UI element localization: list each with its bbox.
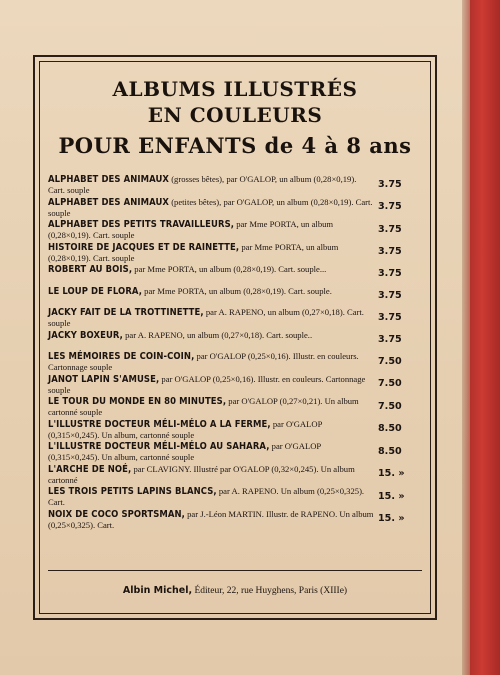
entry-details: par O'GALOP (0,27×0,21). Un album cartonné souple [48,396,359,417]
catalog-entry [48,219,418,240]
publisher-address: Éditeur, 22, rue Huyghens, Paris (XIIIe) [192,586,348,596]
entry-details: par O'GALOP (0,25×0,16). Illustr. en couleurs. Cartonnage souple [48,373,366,395]
entry-price: 7.50 [378,378,402,389]
entry-title: ALPHABET DES ANIMAUX [48,196,170,208]
entry-price: 3.75 [378,311,402,323]
entry-title: LES TROIS PETITS LAPINS BLANCS, [48,486,217,497]
catalog-entry [48,351,418,372]
entry-price: 7.50 [378,355,402,367]
entry-price: 15. » [378,468,405,479]
entry-details: par CLAVIGNY. Illustré par O'GALOP (0,32×0,245). Un album cartonné [48,463,355,485]
catalog-entry [48,419,418,440]
entry-details: par Mme PORTA, un album (0,28×0,19). Cart. souple. [142,285,332,296]
publisher-line [35,585,435,596]
catalog-entry [48,396,418,417]
entry-details: par Mme PORTA, un album (0,28×0,19). Cart. souple [48,219,334,240]
entry-title: ALPHABET DES PETITS TRAVAILLEURS, [48,219,235,230]
entry-price: 3.75 [378,178,402,190]
entry-title: L'ILLUSTRE DOCTEUR MÉLI-MÉLO AU SAHARA, [48,441,270,452]
entry-price: 3.75 [378,223,402,235]
entry-price: 3.75 [378,289,402,301]
catalog-frame [33,55,437,620]
footer-rule [48,570,422,571]
catalog-entry [48,464,418,485]
catalog-entry [48,197,418,218]
entry-price: 15. » [378,490,405,502]
entry-title: JANOT LAPIN S'AMUSE, [48,373,160,385]
entry-details: par A. RAPENO. Un album (0,25×0,325). Cart. [48,486,365,507]
entry-title: JACKY FAIT DE LA TROTTINETTE, [48,307,204,318]
entry-price: 3.75 [378,268,402,279]
entry-details: par A. RAPENO, un album (0,27×0,18). Cart. souple.. [122,329,313,340]
catalog-entry [48,441,418,462]
catalog-entry [48,509,418,530]
catalog-entry [48,174,418,195]
entry-title: L'ILLUSTRE DOCTEUR MÉLI-MÉLO A LA FERME, [48,418,271,430]
entry-details: par J.-Léon MARTIN. Illustr. de RAPENO. Un album (0,25×0,325). Cart. [48,508,374,530]
catalog-entry [48,307,418,328]
entry-title: LE LOUP DE FLORA, [48,285,143,297]
publisher-name: Albin Michel, [122,585,193,596]
heading-line-3: POUR ENFANTS de 4 à 8 ans [58,133,412,158]
entry-title: L'ARCHE DE NOÉ, [48,463,132,475]
entry-details: par Mme PORTA, un album (0,28×0,19). Cart. souple... [132,264,327,274]
entry-title: ROBERT AU BOIS, [48,264,133,275]
red-spine [470,0,500,675]
catalog-entry [48,286,418,306]
entry-price: 15. » [378,513,405,524]
entry-price: 7.50 [378,400,402,412]
spine-edge [462,0,470,675]
entry-details: par O'GALOP (0,315×0,245). Un album, cartonné souple [48,441,321,462]
entry-details: par O'GALOP (0,25×0,16). Illustr. en couleurs. Cartonnage souple [48,351,359,372]
catalog-list [48,174,418,531]
entry-details: (petites bêtes), par O'GALOP, un album (0,28×0,19). Cart. souple [48,196,373,218]
entry-title: LES MÉMOIRES DE COIN-COIN, [48,351,195,362]
entry-price: 3.75 [378,201,402,212]
catalog-entry [48,374,418,395]
catalog-entry [48,486,418,507]
entry-details: par O'GALOP (0,315×0,245). Un album, cartonné souple [48,418,323,440]
entry-details: par A. RAPENO, un album (0,27×0,18). Cart. souple [48,307,364,328]
heading-line-1: ALBUMS ILLUSTRÉS [112,77,358,101]
entry-price: 8.50 [378,445,402,457]
entry-title: LE TOUR DU MONDE EN 80 MINUTES, [48,396,227,407]
catalog-entry [48,330,418,350]
catalog-entry [48,264,418,284]
entry-details: par Mme PORTA, un album (0,28×0,19). Cart. souple [48,241,339,263]
entry-title: JACKY BOXEUR, [48,329,123,341]
entry-price: 8.50 [378,423,402,434]
entry-title: HISTOIRE DE JACQUES ET DE RAINETTE, [48,241,240,253]
heading-line-2: EN COULEURS [147,103,323,127]
entry-details: (grosses bêtes), par O'GALOP, un album (0,28×0,19). Cart. souple [48,174,357,195]
entry-price: 3.75 [378,333,402,345]
entry-title: ALPHABET DES ANIMAUX [48,174,170,185]
catalog-entry [48,242,418,263]
entry-title: NOIX DE COCO SPORTSMAN, [48,508,185,520]
entry-price: 3.75 [378,246,402,257]
